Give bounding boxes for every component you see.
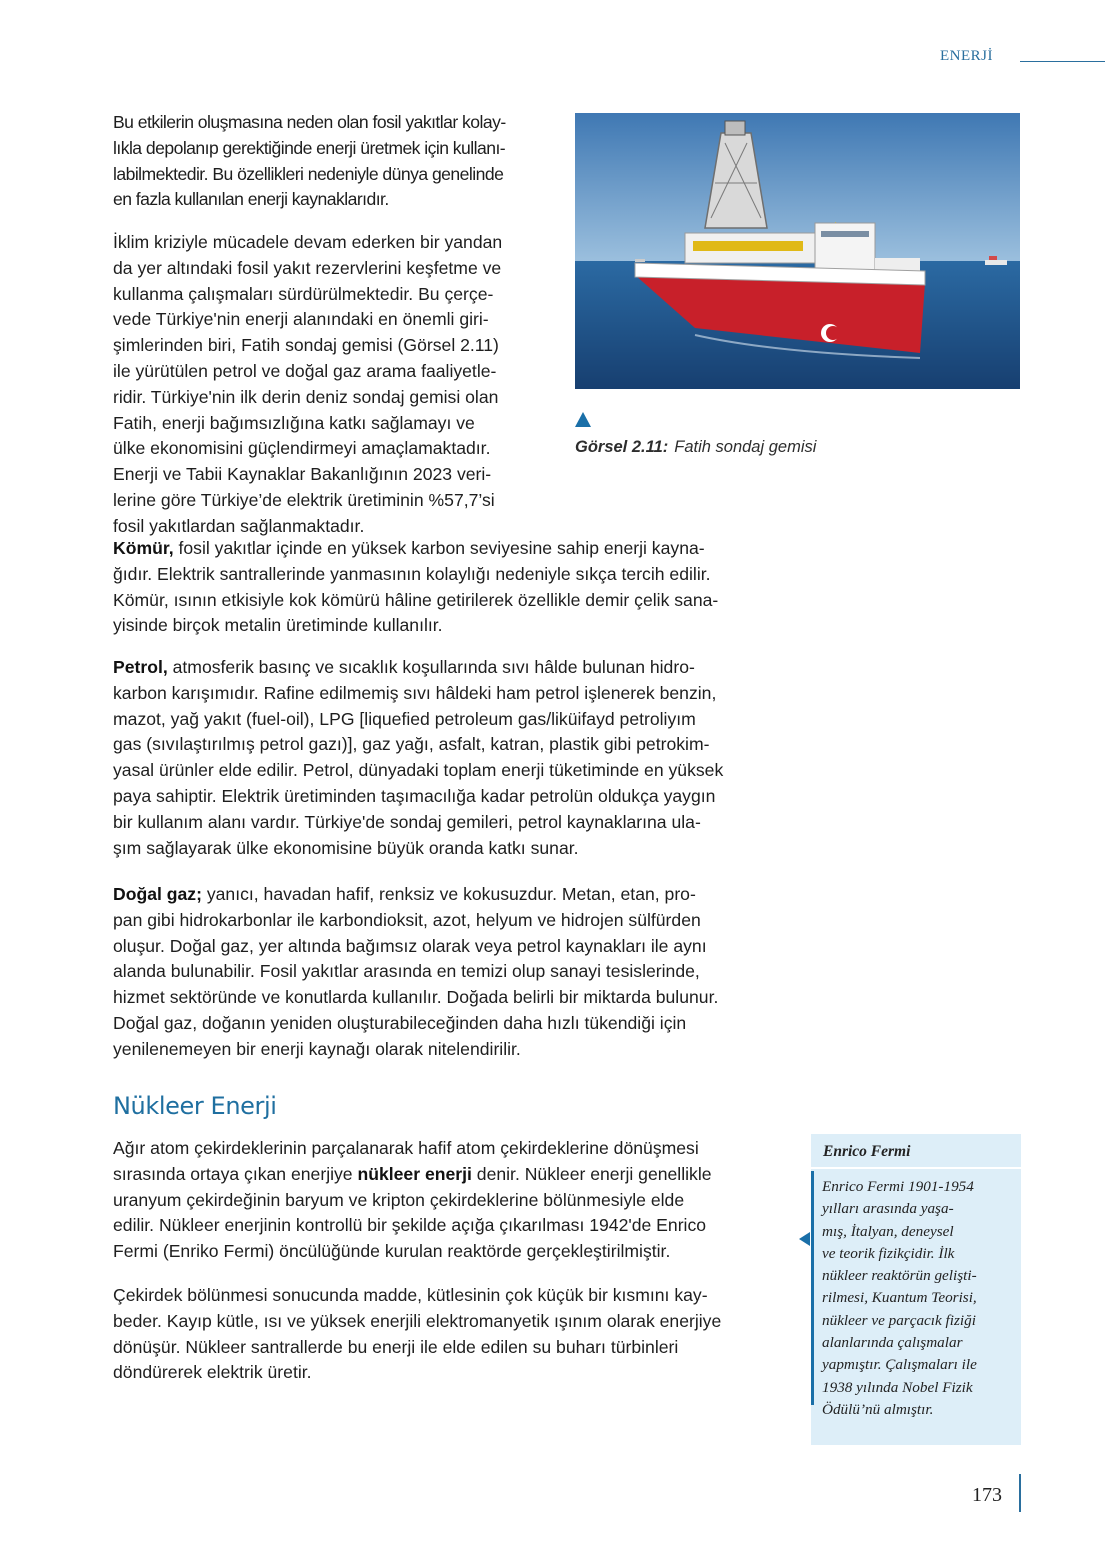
infobox-line: 1938 yılında Nobel Fizik bbox=[822, 1378, 973, 1396]
text-line bbox=[113, 1162, 788, 1188]
infobox-line: yılları arasında yaşa- bbox=[822, 1200, 954, 1218]
text-line: yenilenemeyen bir enerji kaynağı olarak nitelendirilir. bbox=[113, 1038, 521, 1059]
header-rule bbox=[1020, 61, 1105, 62]
caption-text: Fatih sondaj gemisi bbox=[674, 438, 817, 456]
text-line: oluşur. Doğal gaz, yer altında bağımsız olarak veya petrol kaynakları ile aynı bbox=[113, 935, 707, 956]
text-run: fosil yakıtlar içinde en yüksek karbon seviyesine sahip enerji kayna- bbox=[173, 538, 705, 558]
text-line: lerine göre Türkiye’de elektrik üretiminin %57,7’si bbox=[113, 489, 495, 510]
text-line: şimlerinden biri, Fatih sondaj gemisi (Görsel 2.11) bbox=[113, 335, 499, 356]
text-line: Ağır atom çekirdeklerinin parçalanarak hafif atom çekirdeklerine dönüşmesi bbox=[113, 1138, 699, 1158]
text-line: da yer altındaki fosil yakıt rezervlerini keşfetme ve bbox=[113, 257, 502, 278]
komur-paragraph bbox=[113, 536, 788, 639]
text-line: dönüşür. Nükleer santrallerde bu enerji ile elde edilen su buharı türbinleri bbox=[113, 1336, 679, 1357]
text-run: yanıcı, havadan hafif, renksiz ve kokusuzdur. Metan, etan, pro- bbox=[201, 884, 696, 904]
text-line: ğıdır. Elektrik santrallerinde yanmasının kolaylığı nedeniyle sıkça tercih edilir. bbox=[113, 563, 711, 584]
text-line bbox=[113, 536, 788, 562]
infobox-line: nükleer ve parçacık fiziği bbox=[822, 1311, 976, 1329]
page-number-rule bbox=[1019, 1474, 1021, 1512]
enrico-fermi-infobox bbox=[811, 1134, 1021, 1445]
drilling-ship-photo bbox=[575, 113, 1020, 389]
text-line: pan gibi hidrokarbonlar ile karbondioksit, azot, helyum ve hidrojen sülfürden bbox=[113, 909, 701, 930]
petrol-paragraph bbox=[113, 655, 788, 861]
text-line: yasal ürünler elde edilir. Petrol, dünyadaki toplam enerji tüketiminde en yüksek bbox=[113, 760, 724, 781]
text-line bbox=[113, 655, 788, 681]
term-komur: Kömür, bbox=[113, 538, 174, 558]
nukleer-paragraph-2 bbox=[113, 1283, 788, 1386]
term-nukleer-enerji: nükleer enerji bbox=[357, 1163, 472, 1184]
text-line: kullanma çalışmaları sürdürülmektedir. Bu çerçe- bbox=[113, 283, 494, 304]
text-line: gas (sıvılaştırılmış petrol gazı)], gaz yağı, asfalt, katran, plastik gibi petrokim- bbox=[113, 734, 710, 755]
text-line: paya sahiptir. Elektrik üretiminden taşımacılığa kadar petrolün oldukça yaygın bbox=[113, 785, 716, 806]
text-line: Çekirdek bölünmesi sonucunda madde, kütlesinin çok küçük bir kısmını kay- bbox=[113, 1285, 708, 1305]
infobox-line: yapmıştır. Çalışmaları ile bbox=[822, 1356, 977, 1374]
text-run: denir. Nükleer enerji genellikle bbox=[471, 1163, 712, 1184]
infobox-line: rilmesi, Kuantum Teorisi, bbox=[822, 1289, 977, 1307]
text-line: Enerji ve Tabii Kaynaklar Bakanlığının 2023 veri- bbox=[113, 464, 492, 485]
page-number: 173 bbox=[972, 1484, 1002, 1506]
text-line: Doğal gaz, doğanın yeniden oluşturabileceğinden daha hızlı tükendiği için bbox=[113, 1012, 687, 1033]
infobox-divider bbox=[811, 1167, 1021, 1169]
infobox-title: Enrico Fermi bbox=[823, 1143, 911, 1160]
figure-caption bbox=[575, 438, 816, 457]
text-line: vede Türkiye'nin enerji alanındaki en önemli giri- bbox=[113, 309, 489, 330]
text-line: lıkla depolanıp gerektiğinde enerji üretmek için kullanı- bbox=[113, 137, 506, 158]
dogalgaz-paragraph bbox=[113, 882, 788, 1063]
caption-label: Görsel 2.11: bbox=[575, 438, 669, 456]
text-line: yisinde birçok metalin üretiminde kullanılır. bbox=[113, 615, 443, 636]
infobox-line: Enrico Fermi 1901-1954 bbox=[822, 1178, 974, 1195]
text-line bbox=[113, 882, 788, 908]
text-line: ile yürütülen petrol ve doğal gaz arama faaliyetle- bbox=[113, 360, 497, 381]
text-line: Kömür, ısının etkisiyle kok kömürü hâline getirilerek özellikle demir çelik sana- bbox=[113, 589, 719, 610]
text-line: İklim kriziyle mücadele devam ederken bir yandan bbox=[113, 232, 503, 252]
infobox-line: nükleer reaktörün gelişti- bbox=[822, 1267, 977, 1285]
infobox-body bbox=[822, 1176, 1012, 1421]
section-header-title: ENERJİ bbox=[940, 48, 993, 64]
text-line: karbon karışımıdır. Rafine edilmemiş sıvı hâldeki ham petrol işlenerek benzin, bbox=[113, 682, 717, 703]
text-line: ridir. Türkiye'nin ilk derin deniz sondaj gemisi olan bbox=[113, 386, 499, 407]
text-line: döndürerek elektrik üretir. bbox=[113, 1362, 312, 1383]
term-petrol: Petrol, bbox=[113, 657, 168, 677]
text-line: en fazla kullanılan enerji kaynaklarıdır. bbox=[113, 189, 389, 210]
text-line: alanda bulunabilir. Fosil yakıtlar arasında en temizi olup sanayi tesislerinde, bbox=[113, 961, 700, 982]
caption-marker-icon bbox=[575, 412, 591, 427]
text-line: şım sağlayarak ülke ekonomisine büyük oranda katkı sunar. bbox=[113, 837, 579, 858]
text-line: labilmektedir. Bu özellikleri nedeniyle dünya genelinde bbox=[113, 163, 504, 184]
sidebox-pointer-icon bbox=[799, 1232, 810, 1246]
text-run: sırasında ortaya çıkan enerjiye bbox=[113, 1163, 358, 1184]
text-line: fosil yakıtlardan sağlanmaktadır. bbox=[113, 515, 365, 536]
fatih-paragraph bbox=[113, 230, 553, 540]
text-line: bir kullanım alanı vardır. Türkiye'de sondaj gemileri, petrol kaynaklarına ula- bbox=[113, 811, 701, 832]
section-heading-nukleer: Nükleer Enerji bbox=[113, 1092, 277, 1120]
infobox-line: mış, İtalyan, deneysel bbox=[822, 1222, 954, 1240]
text-run: atmosferik basınç ve sıcaklık koşullarında sıvı hâlde bulunan hidro- bbox=[167, 657, 695, 677]
infobox-line: ve teorik fizikçidir. İlk bbox=[822, 1244, 955, 1262]
infobox-line: Ödülü’nü almıştır. bbox=[822, 1400, 934, 1418]
intro-paragraph bbox=[113, 110, 551, 213]
text-line: Fatih, enerji bağımsızlığına katkı sağlamayı ve bbox=[113, 412, 475, 433]
text-line: ülke ekonomisini güçlendirmeyi amaçlamaktadır. bbox=[113, 438, 491, 459]
text-line: hizmet sektöründe ve konutlarda kullanılır. Doğada belirli bir miktarda bulunur. bbox=[113, 987, 719, 1008]
text-line: mazot, yağ yakıt (fuel-oil), LPG [liquefied petroleum gas/liküifayd petroliyım bbox=[113, 708, 696, 729]
infobox-line: alanlarında çalışmalar bbox=[822, 1334, 963, 1352]
text-line: beder. Kayıp kütle, ısı ve yüksek enerjili elektromanyetik ışınım olarak enerjiye bbox=[113, 1310, 722, 1331]
text-line: edilir. Nükleer enerjinin kontrollü bir şekilde açığa çıkarılması 1942'de Enrico bbox=[113, 1215, 707, 1236]
text-line: uranyum çekirdeğinin baryum ve kripton çekirdeklerine bölünmesiyle elde bbox=[113, 1189, 685, 1210]
text-line: Bu etkilerin oluşmasına neden olan fosil yakıtlar kolay- bbox=[113, 112, 506, 132]
nukleer-paragraph-1 bbox=[113, 1136, 788, 1265]
infobox-accent-bar bbox=[811, 1171, 814, 1405]
text-line: Fermi (Enriko Fermi) öncülüğünde kurulan reaktörde gerçekleştirilmiştir. bbox=[113, 1241, 671, 1262]
term-dogalgaz: Doğal gaz; bbox=[113, 884, 202, 904]
